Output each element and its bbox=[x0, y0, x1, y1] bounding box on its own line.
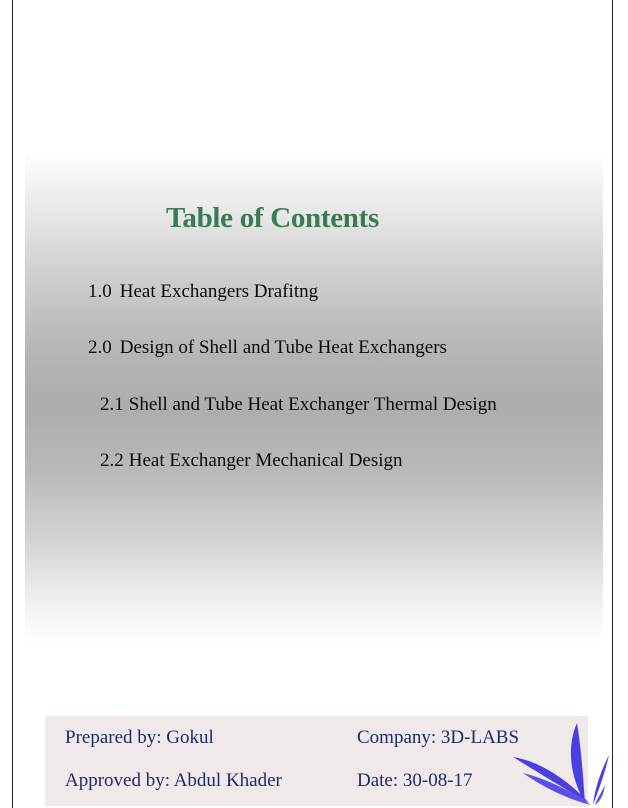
toc-item-2-2[interactable] bbox=[100, 450, 403, 472]
toc-item-number: 1.0 bbox=[88, 281, 112, 302]
company: Company: 3D-LABS bbox=[357, 727, 520, 748]
toc-item-number: 2.1 bbox=[100, 394, 124, 415]
toc-item-2-1[interactable] bbox=[100, 394, 497, 416]
toc-item-number: 2.2 bbox=[100, 450, 124, 471]
blue-leaves-icon bbox=[505, 715, 613, 805]
prepared-by: Prepared by: Gokul bbox=[65, 727, 214, 748]
toc-item-number: 2.0 bbox=[88, 337, 112, 358]
toc-item-label: Design of Shell and Tube Heat Exchangers bbox=[119, 337, 447, 358]
toc-item-label: Heat Exchangers Drafitng bbox=[119, 281, 319, 302]
toc-item-label: Heat Exchanger Mechanical Design bbox=[128, 450, 403, 471]
toc-title: Table of Contents bbox=[166, 202, 379, 234]
toc-item-2-0[interactable] bbox=[88, 337, 447, 359]
toc-item-1-0[interactable] bbox=[88, 281, 318, 303]
toc-item-label: Shell and Tube Heat Exchanger Thermal Design bbox=[128, 394, 497, 415]
date: Date: 30-08-17 bbox=[357, 770, 473, 791]
approved-by: Approved by: Abdul Khader bbox=[65, 770, 282, 791]
